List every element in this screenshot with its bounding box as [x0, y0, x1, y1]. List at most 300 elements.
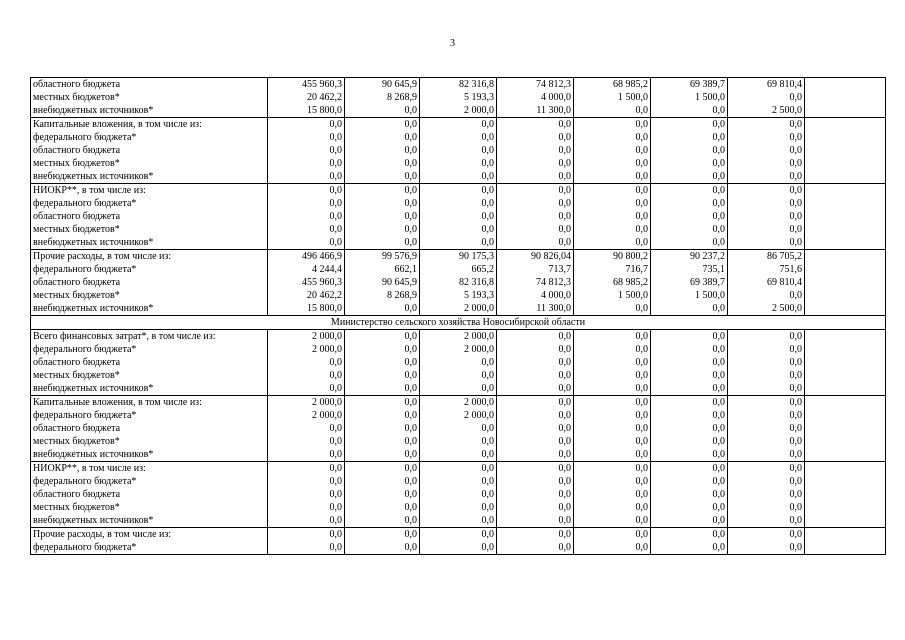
value-cell: 0,0 — [574, 356, 651, 369]
page-number: 3 — [450, 38, 455, 49]
value-cell: 0,0 — [728, 435, 805, 448]
table-row — [31, 422, 886, 435]
table-row — [31, 170, 886, 184]
value-cell: 0,0 — [574, 409, 651, 422]
value-cell: 0,0 — [345, 396, 420, 410]
empty-cell — [805, 488, 886, 501]
value-cell: 0,0 — [574, 131, 651, 144]
empty-cell — [805, 170, 886, 184]
value-cell: 0,0 — [345, 514, 420, 528]
empty-cell — [805, 396, 886, 410]
value-cell: 0,0 — [651, 475, 728, 488]
value-cell: 735,1 — [651, 263, 728, 276]
value-cell: 0,0 — [728, 541, 805, 555]
value-cell: 5 193,3 — [420, 289, 497, 302]
value-cell: 0,0 — [574, 210, 651, 223]
value-cell: 90 645,9 — [345, 276, 420, 289]
row-label: внебюджетных источников* — [31, 236, 268, 250]
value-cell: 0,0 — [420, 197, 497, 210]
value-cell: 1 500,0 — [574, 289, 651, 302]
value-cell: 0,0 — [345, 462, 420, 476]
value-cell: 0,0 — [497, 462, 574, 476]
value-cell: 0,0 — [574, 144, 651, 157]
value-cell: 0,0 — [651, 501, 728, 514]
empty-cell — [805, 250, 886, 264]
empty-cell — [805, 302, 886, 316]
value-cell: 0,0 — [497, 514, 574, 528]
row-label: областного бюджета — [31, 144, 268, 157]
value-cell: 0,0 — [728, 409, 805, 422]
empty-cell — [805, 369, 886, 382]
value-cell: 0,0 — [728, 501, 805, 514]
value-cell: 2 000,0 — [420, 409, 497, 422]
row-label: Прочие расходы, в том числе из: — [31, 528, 268, 542]
table-row — [31, 118, 886, 132]
table-row — [31, 514, 886, 528]
value-cell: 665,2 — [420, 263, 497, 276]
value-cell: 0,0 — [728, 475, 805, 488]
table-row — [31, 210, 886, 223]
value-cell: 0,0 — [420, 514, 497, 528]
value-cell: 20 462,2 — [268, 91, 345, 104]
value-cell: 90 800,2 — [574, 250, 651, 264]
value-cell: 751,6 — [728, 263, 805, 276]
value-cell: 0,0 — [268, 541, 345, 555]
row-label: НИОКР**, в том числе из: — [31, 462, 268, 476]
value-cell: 90 645,9 — [345, 78, 420, 92]
value-cell: 0,0 — [651, 514, 728, 528]
value-cell: 0,0 — [728, 170, 805, 184]
empty-cell — [805, 197, 886, 210]
value-cell: 0,0 — [497, 382, 574, 396]
value-cell: 0,0 — [420, 382, 497, 396]
value-cell: 0,0 — [497, 184, 574, 198]
value-cell: 11 300,0 — [497, 302, 574, 316]
value-cell: 0,0 — [497, 541, 574, 555]
value-cell: 8 268,9 — [345, 91, 420, 104]
value-cell: 0,0 — [574, 528, 651, 542]
value-cell: 0,0 — [497, 475, 574, 488]
table-row — [31, 435, 886, 448]
value-cell: 0,0 — [728, 343, 805, 356]
value-cell: 0,0 — [345, 356, 420, 369]
value-cell: 0,0 — [345, 131, 420, 144]
value-cell: 0,0 — [268, 488, 345, 501]
empty-cell — [805, 343, 886, 356]
value-cell: 0,0 — [574, 475, 651, 488]
table-row — [31, 78, 886, 92]
row-label: местных бюджетов* — [31, 223, 268, 236]
value-cell: 0,0 — [268, 356, 345, 369]
value-cell: 0,0 — [345, 541, 420, 555]
value-cell: 0,0 — [651, 488, 728, 501]
value-cell: 2 000,0 — [420, 343, 497, 356]
value-cell: 0,0 — [420, 541, 497, 555]
value-cell: 1 500,0 — [574, 91, 651, 104]
empty-cell — [805, 435, 886, 448]
value-cell: 0,0 — [574, 343, 651, 356]
row-label: местных бюджетов* — [31, 435, 268, 448]
table-row — [31, 131, 886, 144]
empty-cell — [805, 210, 886, 223]
value-cell: 69 389,7 — [651, 78, 728, 92]
row-label: НИОКР**, в том числе из: — [31, 184, 268, 198]
value-cell: 0,0 — [420, 369, 497, 382]
value-cell: 2 000,0 — [420, 104, 497, 118]
value-cell: 0,0 — [728, 157, 805, 170]
value-cell: 74 812,3 — [497, 78, 574, 92]
value-cell: 0,0 — [268, 170, 345, 184]
value-cell: 0,0 — [497, 369, 574, 382]
table-row — [31, 236, 886, 250]
value-cell: 11 300,0 — [497, 104, 574, 118]
value-cell: 68 985,2 — [574, 78, 651, 92]
value-cell: 0,0 — [268, 448, 345, 462]
table-row — [31, 356, 886, 369]
value-cell: 0,0 — [574, 330, 651, 344]
value-cell: 0,0 — [268, 118, 345, 132]
value-cell: 0,0 — [728, 236, 805, 250]
value-cell: 0,0 — [345, 210, 420, 223]
empty-cell — [805, 144, 886, 157]
empty-cell — [805, 356, 886, 369]
value-cell: 0,0 — [345, 501, 420, 514]
value-cell: 0,0 — [728, 396, 805, 410]
table-row — [31, 223, 886, 236]
value-cell: 0,0 — [268, 382, 345, 396]
table-row — [31, 91, 886, 104]
value-cell: 0,0 — [728, 369, 805, 382]
value-cell: 0,0 — [268, 475, 345, 488]
value-cell: 0,0 — [728, 223, 805, 236]
value-cell: 0,0 — [651, 131, 728, 144]
value-cell: 455 960,3 — [268, 78, 345, 92]
value-cell: 2 000,0 — [420, 396, 497, 410]
value-cell: 0,0 — [345, 157, 420, 170]
value-cell: 2 000,0 — [420, 330, 497, 344]
value-cell: 0,0 — [497, 435, 574, 448]
empty-cell — [805, 276, 886, 289]
budget-table-body — [31, 78, 886, 555]
empty-cell — [805, 236, 886, 250]
row-label: внебюджетных источников* — [31, 170, 268, 184]
value-cell: 0,0 — [268, 369, 345, 382]
value-cell: 0,0 — [268, 223, 345, 236]
table-row — [31, 488, 886, 501]
value-cell: 0,0 — [420, 131, 497, 144]
table-row — [31, 409, 886, 422]
empty-cell — [805, 501, 886, 514]
row-label: федерального бюджета* — [31, 131, 268, 144]
value-cell: 0,0 — [345, 528, 420, 542]
value-cell: 0,0 — [651, 409, 728, 422]
value-cell: 0,0 — [268, 501, 345, 514]
value-cell: 0,0 — [651, 210, 728, 223]
value-cell: 0,0 — [497, 118, 574, 132]
value-cell: 0,0 — [574, 369, 651, 382]
row-label: областного бюджета — [31, 78, 268, 92]
value-cell: 0,0 — [728, 462, 805, 476]
value-cell: 0,0 — [420, 435, 497, 448]
value-cell: 0,0 — [345, 170, 420, 184]
value-cell: 0,0 — [497, 488, 574, 501]
table-row — [31, 250, 886, 264]
value-cell: 0,0 — [651, 382, 728, 396]
value-cell: 0,0 — [651, 118, 728, 132]
empty-cell — [805, 514, 886, 528]
value-cell: 716,7 — [574, 263, 651, 276]
table-row — [31, 448, 886, 462]
value-cell: 0,0 — [651, 223, 728, 236]
value-cell: 0,0 — [345, 330, 420, 344]
value-cell: 0,0 — [420, 223, 497, 236]
value-cell: 69 810,4 — [728, 276, 805, 289]
row-label: местных бюджетов* — [31, 157, 268, 170]
table-row — [31, 382, 886, 396]
row-label: федерального бюджета* — [31, 409, 268, 422]
value-cell: 0,0 — [651, 184, 728, 198]
value-cell: 0,0 — [345, 475, 420, 488]
value-cell: 0,0 — [497, 144, 574, 157]
value-cell: 0,0 — [574, 184, 651, 198]
row-label: областного бюджета — [31, 422, 268, 435]
value-cell: 0,0 — [728, 422, 805, 435]
value-cell: 0,0 — [651, 369, 728, 382]
table-row — [31, 462, 886, 476]
value-cell: 90 826,04 — [497, 250, 574, 264]
value-cell: 0,0 — [728, 144, 805, 157]
empty-cell — [805, 157, 886, 170]
value-cell: 0,0 — [497, 223, 574, 236]
table-row — [31, 369, 886, 382]
value-cell: 86 705,2 — [728, 250, 805, 264]
value-cell: 0,0 — [497, 131, 574, 144]
value-cell: 0,0 — [651, 302, 728, 316]
table-row — [31, 157, 886, 170]
value-cell: 0,0 — [345, 369, 420, 382]
table-row — [31, 144, 886, 157]
value-cell: 0,0 — [497, 396, 574, 410]
row-label: внебюджетных источников* — [31, 448, 268, 462]
value-cell: 0,0 — [420, 528, 497, 542]
table-row — [31, 276, 886, 289]
value-cell: 0,0 — [574, 118, 651, 132]
table-row — [31, 263, 886, 276]
value-cell: 69 810,4 — [728, 78, 805, 92]
empty-cell — [805, 462, 886, 476]
value-cell: 0,0 — [345, 343, 420, 356]
value-cell: 0,0 — [497, 448, 574, 462]
row-label: областного бюджета — [31, 488, 268, 501]
value-cell: 0,0 — [268, 144, 345, 157]
value-cell: 0,0 — [651, 104, 728, 118]
value-cell: 0,0 — [574, 435, 651, 448]
value-cell: 0,0 — [497, 236, 574, 250]
value-cell: 2 000,0 — [268, 396, 345, 410]
value-cell: 0,0 — [651, 343, 728, 356]
value-cell: 90 237,2 — [651, 250, 728, 264]
value-cell: 0,0 — [728, 210, 805, 223]
row-label: внебюджетных источников* — [31, 514, 268, 528]
value-cell: 0,0 — [420, 236, 497, 250]
value-cell: 0,0 — [420, 501, 497, 514]
value-cell: 0,0 — [574, 236, 651, 250]
value-cell: 99 576,9 — [345, 250, 420, 264]
value-cell: 0,0 — [651, 170, 728, 184]
value-cell: 0,0 — [728, 197, 805, 210]
value-cell: 0,0 — [497, 501, 574, 514]
row-label: Прочие расходы, в том числе из: — [31, 250, 268, 264]
value-cell: 5 193,3 — [420, 91, 497, 104]
value-cell: 2 000,0 — [268, 343, 345, 356]
section-title: Министерство сельского хозяйства Новосибирской области — [31, 316, 886, 330]
table-row — [31, 302, 886, 316]
value-cell: 0,0 — [420, 448, 497, 462]
value-cell: 0,0 — [420, 170, 497, 184]
value-cell: 0,0 — [651, 462, 728, 476]
value-cell: 0,0 — [651, 422, 728, 435]
value-cell: 0,0 — [574, 170, 651, 184]
row-label: внебюджетных источников* — [31, 382, 268, 396]
row-label: внебюджетных источников* — [31, 104, 268, 118]
row-label: областного бюджета — [31, 276, 268, 289]
value-cell: 0,0 — [497, 170, 574, 184]
value-cell: 0,0 — [651, 435, 728, 448]
value-cell: 455 960,3 — [268, 276, 345, 289]
value-cell: 0,0 — [268, 184, 345, 198]
table-row — [31, 197, 886, 210]
empty-cell — [805, 541, 886, 555]
empty-cell — [805, 263, 886, 276]
value-cell: 0,0 — [420, 356, 497, 369]
value-cell: 0,0 — [574, 302, 651, 316]
value-cell: 0,0 — [574, 157, 651, 170]
value-cell: 0,0 — [268, 197, 345, 210]
value-cell: 4 000,0 — [497, 289, 574, 302]
value-cell: 0,0 — [345, 422, 420, 435]
empty-cell — [805, 104, 886, 118]
value-cell: 0,0 — [651, 157, 728, 170]
value-cell: 0,0 — [651, 144, 728, 157]
value-cell: 0,0 — [268, 435, 345, 448]
row-label: Капитальные вложения, в том числе из: — [31, 118, 268, 132]
value-cell: 0,0 — [268, 157, 345, 170]
value-cell: 0,0 — [728, 118, 805, 132]
row-label: федерального бюджета* — [31, 343, 268, 356]
value-cell: 0,0 — [268, 514, 345, 528]
value-cell: 0,0 — [728, 448, 805, 462]
value-cell: 0,0 — [651, 236, 728, 250]
value-cell: 0,0 — [651, 197, 728, 210]
value-cell: 0,0 — [420, 210, 497, 223]
empty-cell — [805, 382, 886, 396]
value-cell: 0,0 — [420, 422, 497, 435]
value-cell: 0,0 — [728, 382, 805, 396]
value-cell: 0,0 — [345, 435, 420, 448]
value-cell: 0,0 — [574, 223, 651, 236]
value-cell: 0,0 — [728, 356, 805, 369]
value-cell: 2 000,0 — [420, 302, 497, 316]
value-cell: 0,0 — [497, 210, 574, 223]
table-row — [31, 343, 886, 356]
value-cell: 0,0 — [268, 236, 345, 250]
value-cell: 0,0 — [345, 448, 420, 462]
value-cell: 0,0 — [420, 118, 497, 132]
value-cell: 0,0 — [420, 184, 497, 198]
value-cell: 0,0 — [420, 144, 497, 157]
empty-cell — [805, 528, 886, 542]
table-row — [31, 501, 886, 514]
row-label: Всего финансовых затрат*, в том числе из: — [31, 330, 268, 344]
value-cell: 0,0 — [345, 382, 420, 396]
row-label: местных бюджетов* — [31, 289, 268, 302]
row-label: местных бюджетов* — [31, 91, 268, 104]
value-cell: 0,0 — [574, 382, 651, 396]
value-cell: 0,0 — [574, 396, 651, 410]
row-label: местных бюджетов* — [31, 369, 268, 382]
empty-cell — [805, 131, 886, 144]
value-cell: 0,0 — [651, 330, 728, 344]
budget-table — [30, 77, 886, 555]
row-label: областного бюджета — [31, 356, 268, 369]
value-cell: 0,0 — [651, 541, 728, 555]
value-cell: 496 466,9 — [268, 250, 345, 264]
section-header-row — [31, 316, 886, 330]
value-cell: 90 175,3 — [420, 250, 497, 264]
value-cell: 0,0 — [268, 210, 345, 223]
value-cell: 0,0 — [345, 488, 420, 501]
value-cell: 0,0 — [268, 462, 345, 476]
value-cell: 15 800,0 — [268, 104, 345, 118]
value-cell: 0,0 — [728, 184, 805, 198]
value-cell: 0,0 — [574, 462, 651, 476]
value-cell: 0,0 — [574, 422, 651, 435]
value-cell: 0,0 — [420, 462, 497, 476]
value-cell: 0,0 — [497, 356, 574, 369]
empty-cell — [805, 184, 886, 198]
value-cell: 0,0 — [651, 356, 728, 369]
value-cell: 0,0 — [651, 448, 728, 462]
value-cell: 0,0 — [345, 302, 420, 316]
value-cell: 0,0 — [728, 330, 805, 344]
value-cell: 2 000,0 — [268, 409, 345, 422]
value-cell: 1 500,0 — [651, 289, 728, 302]
value-cell: 0,0 — [420, 157, 497, 170]
value-cell: 0,0 — [574, 541, 651, 555]
empty-cell — [805, 91, 886, 104]
row-label: федерального бюджета* — [31, 541, 268, 555]
value-cell: 2 000,0 — [268, 330, 345, 344]
value-cell: 0,0 — [574, 104, 651, 118]
table-row — [31, 541, 886, 555]
value-cell: 0,0 — [728, 289, 805, 302]
value-cell: 0,0 — [497, 528, 574, 542]
value-cell: 0,0 — [268, 528, 345, 542]
empty-cell — [805, 448, 886, 462]
value-cell: 0,0 — [651, 396, 728, 410]
value-cell: 0,0 — [345, 104, 420, 118]
row-label: федерального бюджета* — [31, 197, 268, 210]
empty-cell — [805, 223, 886, 236]
value-cell: 662,1 — [345, 263, 420, 276]
value-cell: 20 462,2 — [268, 289, 345, 302]
value-cell: 0,0 — [574, 514, 651, 528]
empty-cell — [805, 330, 886, 344]
empty-cell — [805, 118, 886, 132]
value-cell: 69 389,7 — [651, 276, 728, 289]
value-cell: 0,0 — [728, 528, 805, 542]
value-cell: 15 800,0 — [268, 302, 345, 316]
